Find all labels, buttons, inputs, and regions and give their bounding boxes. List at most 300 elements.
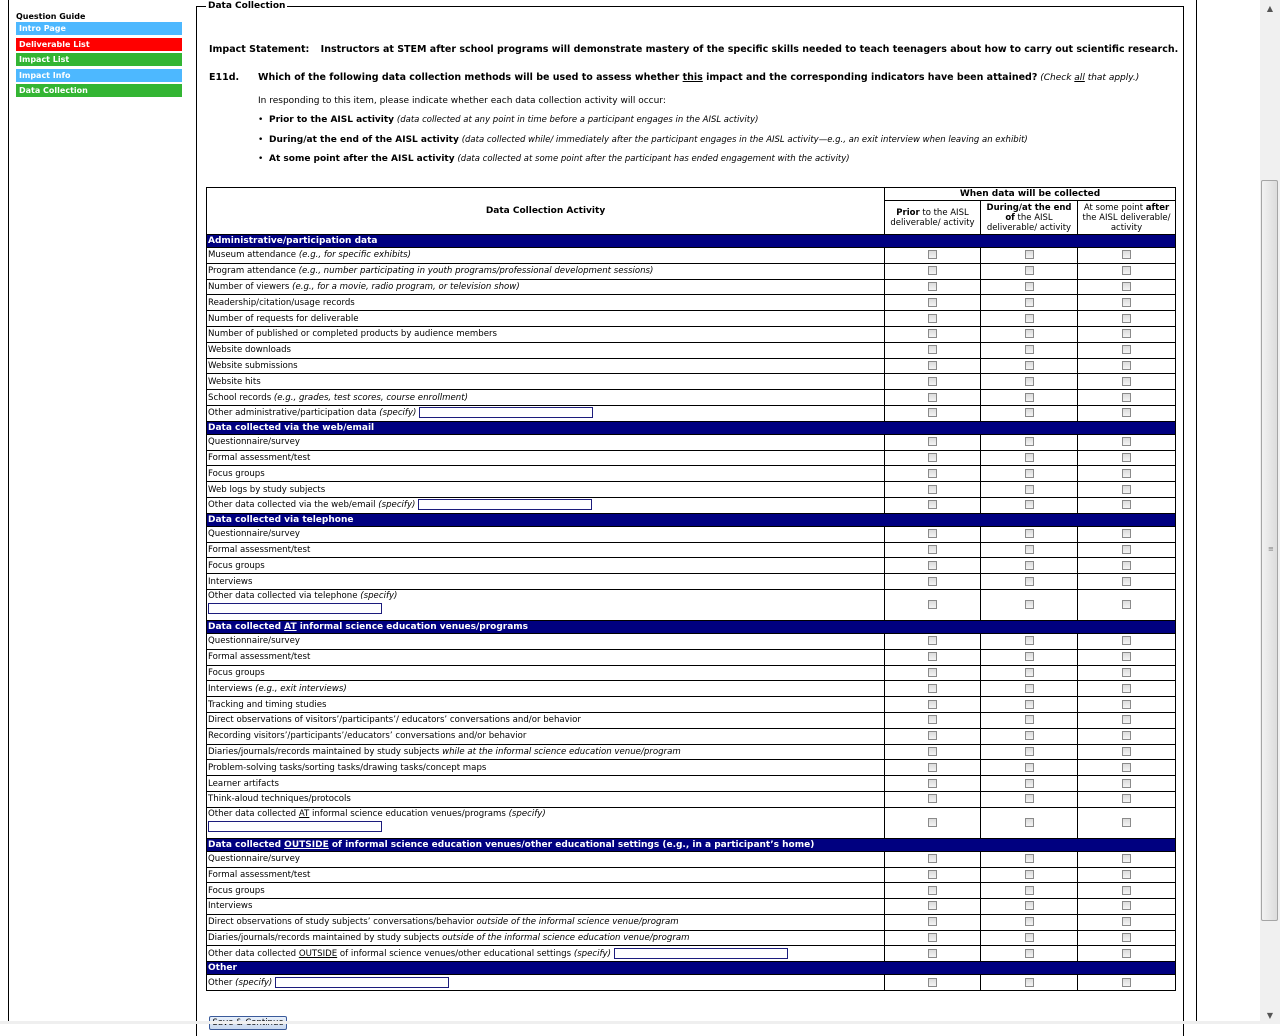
after-column-header (1078, 201, 1176, 235)
during-cell (981, 574, 1078, 590)
activity-text: Program attendance (208, 266, 299, 277)
activity-text: Formal assessment/test (208, 869, 311, 880)
activity-text: Focus groups (208, 885, 265, 896)
prior-checkbox[interactable] (928, 561, 937, 570)
activity-text: Learner artifacts (208, 778, 279, 789)
during-cell (981, 728, 1078, 744)
specify-input[interactable] (275, 977, 449, 988)
during-cell (981, 975, 1078, 991)
activity-text: of informal science venues/other educational settings (337, 948, 574, 959)
after-checkbox[interactable] (1122, 818, 1131, 827)
during-checkbox[interactable] (1025, 636, 1034, 645)
activity-cell (207, 807, 885, 838)
after-checkbox[interactable] (1122, 700, 1131, 709)
during-checkbox[interactable] (1025, 485, 1034, 494)
prior-checkbox[interactable] (928, 779, 937, 788)
question-text-emphasis: this (682, 72, 703, 83)
during-checkbox[interactable] (1025, 314, 1034, 323)
table-row (207, 807, 1176, 838)
activity-text: Formal assessment/test (208, 652, 311, 663)
section-title-emphasis: OUTSIDE (284, 839, 329, 850)
prior-cell (885, 930, 981, 946)
section-title (207, 962, 1176, 975)
grip-icon: ≡ (1268, 545, 1274, 553)
during-checkbox[interactable] (1025, 715, 1034, 724)
prior-checkbox[interactable] (928, 266, 937, 275)
prior-checkbox[interactable] (928, 731, 937, 740)
activity-text: Website downloads (208, 345, 292, 356)
prior-checkbox[interactable] (928, 684, 937, 693)
during-cell (981, 279, 1078, 295)
prior-checkbox[interactable] (928, 393, 937, 402)
sidebar-title: Question Guide (16, 12, 86, 21)
activity-cell (207, 776, 885, 792)
activity-text: Other data collected via the web/email (208, 500, 379, 511)
prior-checkbox[interactable] (928, 886, 937, 895)
prior-cell (885, 542, 981, 558)
during-checkbox[interactable] (1025, 298, 1034, 307)
after-checkbox[interactable] (1122, 577, 1131, 586)
vertical-scrollbar[interactable] (1260, 0, 1280, 1024)
prior-cell (885, 390, 981, 406)
table-row (207, 311, 1176, 327)
prior-cell (885, 434, 981, 450)
prior-checkbox[interactable] (928, 282, 937, 291)
prior-cell (885, 665, 981, 681)
prior-checkbox[interactable] (928, 917, 937, 926)
bullet-description: (data collected at any point in time before a participant engages in the AISL activity) (396, 115, 759, 125)
activity-text: Other administrative/participation data (208, 408, 380, 419)
prior-checkbox[interactable] (928, 437, 937, 446)
prior-cell (885, 497, 981, 513)
after-checkbox[interactable] (1122, 763, 1131, 772)
during-checkbox[interactable] (1025, 577, 1034, 586)
activity-cell (207, 311, 885, 327)
table-row (207, 574, 1176, 590)
during-label-rest: the AISL deliverable/ activity (986, 212, 1072, 233)
after-checkbox[interactable] (1122, 266, 1131, 275)
section-title-text: Data collected via telephone (208, 514, 354, 525)
activity-note: (e.g., for specific exhibits) (298, 250, 411, 261)
after-checkbox[interactable] (1122, 870, 1131, 879)
activity-text: School records (208, 392, 274, 403)
during-checkbox[interactable] (1025, 684, 1034, 693)
activity-cell (207, 342, 885, 358)
prior-checkbox[interactable] (928, 747, 937, 756)
during-cell (981, 482, 1078, 498)
after-checkbox[interactable] (1122, 393, 1131, 402)
fieldset-legend: Data Collection (208, 1, 286, 11)
activity-cell (207, 633, 885, 649)
after-checkbox[interactable] (1122, 886, 1131, 895)
activity-text: Direct observations of visitors’/participants’/ educators’ conversations and/or behavior (208, 715, 581, 726)
during-checkbox[interactable] (1025, 779, 1034, 788)
prior-checkbox[interactable] (928, 854, 937, 863)
prior-checkbox[interactable] (928, 715, 937, 724)
prior-checkbox[interactable] (928, 870, 937, 879)
during-checkbox[interactable] (1025, 731, 1034, 740)
activity-cell (207, 697, 885, 713)
question-text-part: impact and the corresponding indicators have been attained? (702, 72, 1038, 83)
during-cell (981, 374, 1078, 390)
during-checkbox[interactable] (1025, 854, 1034, 863)
note-part: (Check (1037, 73, 1075, 83)
prior-label-bold: Prior (896, 207, 920, 218)
during-checkbox[interactable] (1025, 500, 1034, 509)
activity-note: while at the informal science education venue/program (442, 746, 681, 757)
table-row (207, 326, 1176, 342)
during-cell (981, 558, 1078, 574)
table-row (207, 358, 1176, 374)
prior-checkbox[interactable] (928, 933, 937, 942)
specify-input[interactable] (418, 499, 592, 510)
after-checkbox[interactable] (1122, 329, 1131, 338)
during-checkbox[interactable] (1025, 469, 1034, 478)
after-cell (1078, 450, 1176, 466)
after-cell (1078, 558, 1176, 574)
specify-input[interactable] (208, 603, 382, 614)
during-cell (981, 697, 1078, 713)
after-checkbox[interactable] (1122, 652, 1131, 661)
bullet-title: During/at the end of the AISL activity (269, 134, 459, 145)
prior-checkbox[interactable] (928, 377, 937, 386)
activity-note: (e.g., exit interviews) (255, 683, 347, 694)
activity-note: (specify) (360, 590, 398, 601)
after-checkbox[interactable] (1122, 561, 1131, 570)
during-checkbox[interactable] (1025, 668, 1034, 677)
table-row (207, 263, 1176, 279)
during-checkbox[interactable] (1025, 361, 1034, 370)
table-row (207, 542, 1176, 558)
during-checkbox[interactable] (1025, 329, 1034, 338)
during-checkbox[interactable] (1025, 377, 1034, 386)
during-checkbox[interactable] (1025, 545, 1034, 554)
during-checkbox[interactable] (1025, 978, 1034, 987)
timing-bullets (258, 115, 1028, 174)
after-checkbox[interactable] (1122, 282, 1131, 291)
during-checkbox[interactable] (1025, 453, 1034, 462)
during-checkbox[interactable] (1025, 886, 1034, 895)
after-cell (1078, 914, 1176, 930)
activity-note: (e.g., grades, test scores, course enrollment) (273, 392, 468, 403)
during-checkbox[interactable] (1025, 652, 1034, 661)
prior-checkbox[interactable] (928, 794, 937, 803)
during-checkbox[interactable] (1025, 393, 1034, 402)
during-checkbox[interactable] (1025, 561, 1034, 570)
prior-checkbox[interactable] (928, 652, 937, 661)
table-row (207, 975, 1176, 991)
activity-cell (207, 930, 885, 946)
after-checkbox[interactable] (1122, 684, 1131, 693)
prior-checkbox[interactable] (928, 545, 937, 554)
prior-checkbox[interactable] (928, 901, 937, 910)
table-row (207, 681, 1176, 697)
during-cell (981, 712, 1078, 728)
activity-text: Number of requests for deliverable (208, 313, 359, 324)
activity-cell (207, 574, 885, 590)
after-cell (1078, 697, 1176, 713)
after-checkbox[interactable] (1122, 545, 1131, 554)
prior-checkbox[interactable] (928, 361, 937, 370)
prior-checkbox[interactable] (928, 949, 937, 958)
during-checkbox[interactable] (1025, 794, 1034, 803)
prior-checkbox[interactable] (928, 818, 937, 827)
prior-checkbox[interactable] (928, 577, 937, 586)
scroll-up-arrow-icon[interactable]: ▲ (1266, 4, 1274, 13)
table-row (207, 279, 1176, 295)
activity-text: informal science education venues/programs (309, 808, 509, 819)
after-checkbox[interactable] (1122, 485, 1131, 494)
impact-text: Instructors at STEM after school programs will demonstrate mastery of the specific skills needed to teach teenagers about how to carry out scientific research. (320, 44, 1179, 55)
during-checkbox[interactable] (1025, 250, 1034, 259)
prior-cell (885, 681, 981, 697)
after-checkbox[interactable] (1122, 600, 1131, 609)
activity-text: Questionnaire/survey (208, 854, 300, 865)
prior-cell (885, 760, 981, 776)
activity-text: Other data collected via telephone (208, 590, 361, 601)
after-checkbox[interactable] (1122, 747, 1131, 756)
sidebar-item-impact-list[interactable]: Impact List (16, 53, 182, 66)
after-checkbox[interactable] (1122, 469, 1131, 478)
after-checkbox[interactable] (1122, 250, 1131, 259)
during-cell (981, 542, 1078, 558)
after-checkbox[interactable] (1122, 949, 1131, 958)
question-note (1037, 73, 1139, 83)
after-cell (1078, 295, 1176, 311)
question-number: E11d. (209, 72, 240, 83)
table-row (207, 760, 1176, 776)
after-cell (1078, 712, 1176, 728)
after-checkbox[interactable] (1122, 901, 1131, 910)
during-checkbox[interactable] (1025, 700, 1034, 709)
sidebar-item-deliverable-list[interactable]: Deliverable List (16, 38, 182, 51)
prior-cell (885, 649, 981, 665)
prior-checkbox[interactable] (928, 298, 937, 307)
activity-cell (207, 497, 885, 513)
prior-cell (885, 482, 981, 498)
sidebar-item-data-collection[interactable]: Data Collection (16, 84, 182, 97)
activity-text: Formal assessment/test (208, 452, 311, 463)
after-cell (1078, 649, 1176, 665)
after-checkbox[interactable] (1122, 453, 1131, 462)
prior-checkbox[interactable] (928, 250, 937, 259)
after-checkbox[interactable] (1122, 408, 1131, 417)
during-checkbox[interactable] (1025, 408, 1034, 417)
during-cell (981, 248, 1078, 264)
prior-checkbox[interactable] (928, 529, 937, 538)
activity-cell (207, 867, 885, 883)
during-checkbox[interactable] (1025, 933, 1034, 942)
bullet-dot-icon: • (258, 154, 264, 164)
activity-cell (207, 450, 885, 466)
after-label-pre: At some point (1083, 202, 1146, 213)
question-guide-sidebar (16, 12, 182, 100)
page-left-border (8, 0, 9, 1024)
section-title (207, 421, 1176, 434)
activity-cell (207, 482, 885, 498)
during-cell (981, 649, 1078, 665)
activity-text: Recording visitors’/participants’/educators’ conversations and/or behavior (208, 731, 527, 742)
section-title (207, 620, 1176, 633)
after-cell (1078, 466, 1176, 482)
prior-checkbox[interactable] (928, 345, 937, 354)
after-cell (1078, 589, 1176, 620)
table-row (207, 791, 1176, 807)
prior-checkbox[interactable] (928, 763, 937, 772)
section-header-row (207, 838, 1176, 851)
table-row (207, 697, 1176, 713)
during-checkbox[interactable] (1025, 870, 1034, 879)
during-cell (981, 633, 1078, 649)
after-checkbox[interactable] (1122, 361, 1131, 370)
section-title (207, 235, 1176, 248)
after-checkbox[interactable] (1122, 854, 1131, 863)
prior-checkbox[interactable] (928, 500, 937, 509)
during-checkbox[interactable] (1025, 818, 1034, 827)
activity-text: Other data collected (208, 948, 299, 959)
after-checkbox[interactable] (1122, 314, 1131, 323)
after-checkbox[interactable] (1122, 377, 1131, 386)
prior-checkbox[interactable] (928, 453, 937, 462)
during-cell (981, 434, 1078, 450)
prior-checkbox[interactable] (928, 636, 937, 645)
prior-checkbox[interactable] (928, 408, 937, 417)
during-cell (981, 295, 1078, 311)
specify-input[interactable] (614, 948, 788, 959)
during-checkbox[interactable] (1025, 901, 1034, 910)
activity-cell (207, 434, 885, 450)
during-cell (981, 681, 1078, 697)
prior-checkbox[interactable] (928, 700, 937, 709)
section-title-text: Data collected (208, 839, 285, 850)
prior-checkbox[interactable] (928, 978, 937, 987)
after-cell (1078, 342, 1176, 358)
during-checkbox[interactable] (1025, 763, 1034, 772)
table-row (207, 558, 1176, 574)
table-row (207, 744, 1176, 760)
activity-cell (207, 665, 885, 681)
scroll-down-arrow-icon[interactable]: ▼ (1266, 1011, 1274, 1020)
after-checkbox[interactable] (1122, 345, 1131, 354)
during-cell (981, 807, 1078, 838)
table-row (207, 851, 1176, 867)
impact-statement (209, 44, 1178, 55)
activity-cell (207, 326, 885, 342)
after-checkbox[interactable] (1122, 933, 1131, 942)
prior-cell (885, 342, 981, 358)
bullet-dot-icon: • (258, 134, 264, 145)
after-cell (1078, 665, 1176, 681)
during-cell (981, 914, 1078, 930)
sidebar-item-intro-page[interactable]: Intro Page (16, 22, 182, 35)
after-checkbox[interactable] (1122, 636, 1131, 645)
after-checkbox[interactable] (1122, 298, 1131, 307)
during-cell (981, 867, 1078, 883)
activity-note: (specify) (573, 948, 611, 959)
during-cell (981, 497, 1078, 513)
activity-note: outside of the informal science venue/program (476, 917, 679, 928)
prior-label-rest: to the AISL deliverable/ activity (890, 207, 975, 228)
table-row (207, 946, 1176, 962)
after-cell (1078, 526, 1176, 542)
after-cell (1078, 946, 1176, 962)
after-cell (1078, 728, 1176, 744)
specify-input[interactable] (419, 407, 593, 418)
after-checkbox[interactable] (1122, 500, 1131, 509)
after-cell (1078, 807, 1176, 838)
during-cell (981, 760, 1078, 776)
after-checkbox[interactable] (1122, 437, 1131, 446)
after-checkbox[interactable] (1122, 668, 1131, 677)
activity-cell (207, 390, 885, 406)
activity-text: Questionnaire/survey (208, 529, 300, 540)
prior-checkbox[interactable] (928, 314, 937, 323)
activity-cell (207, 712, 885, 728)
table-row (207, 633, 1176, 649)
during-checkbox[interactable] (1025, 282, 1034, 291)
during-column-header (981, 201, 1078, 235)
table-row (207, 883, 1176, 899)
after-cell (1078, 899, 1176, 915)
impact-label: Impact Statement: (209, 44, 310, 55)
after-checkbox[interactable] (1122, 917, 1131, 926)
after-checkbox[interactable] (1122, 529, 1131, 538)
question-intro: In responding to this item, please indicate whether each data collection activity will occur: (258, 96, 666, 106)
section-title (207, 838, 1176, 851)
prior-cell (885, 712, 981, 728)
during-cell (981, 776, 1078, 792)
after-checkbox[interactable] (1122, 779, 1131, 788)
during-checkbox[interactable] (1025, 345, 1034, 354)
activity-note: (e.g., number participating in youth programs/professional development sessions) (298, 266, 654, 277)
prior-cell (885, 279, 981, 295)
during-checkbox[interactable] (1025, 747, 1034, 756)
during-cell (981, 466, 1078, 482)
during-checkbox[interactable] (1025, 437, 1034, 446)
section-title-text: Data collected (208, 621, 285, 632)
activity-text: Interviews (208, 683, 256, 694)
after-checkbox[interactable] (1122, 978, 1131, 987)
activity-cell (207, 558, 885, 574)
after-checkbox[interactable] (1122, 731, 1131, 740)
after-checkbox[interactable] (1122, 715, 1131, 724)
question-e11d (209, 72, 1139, 83)
specify-input[interactable] (208, 821, 382, 832)
prior-checkbox[interactable] (928, 668, 937, 677)
during-checkbox[interactable] (1025, 529, 1034, 538)
during-checkbox[interactable] (1025, 600, 1034, 609)
prior-checkbox[interactable] (928, 600, 937, 609)
sidebar-item-impact-info[interactable]: Impact Info (16, 69, 182, 82)
prior-checkbox[interactable] (928, 329, 937, 338)
prior-checkbox[interactable] (928, 469, 937, 478)
after-checkbox[interactable] (1122, 794, 1131, 803)
during-checkbox[interactable] (1025, 949, 1034, 958)
section-title-text: of informal science education venues/other educational settings (e.g., in a participant’s home) (328, 839, 815, 850)
prior-cell (885, 405, 981, 421)
during-checkbox[interactable] (1025, 917, 1034, 926)
prior-cell (885, 791, 981, 807)
during-cell (981, 930, 1078, 946)
prior-cell (885, 946, 981, 962)
during-checkbox[interactable] (1025, 266, 1034, 275)
section-header-row (207, 235, 1176, 248)
timing-bullet (258, 154, 1028, 174)
activity-cell (207, 899, 885, 915)
prior-checkbox[interactable] (928, 485, 937, 494)
scrollbar-thumb[interactable] (1261, 180, 1278, 921)
during-cell (981, 791, 1078, 807)
